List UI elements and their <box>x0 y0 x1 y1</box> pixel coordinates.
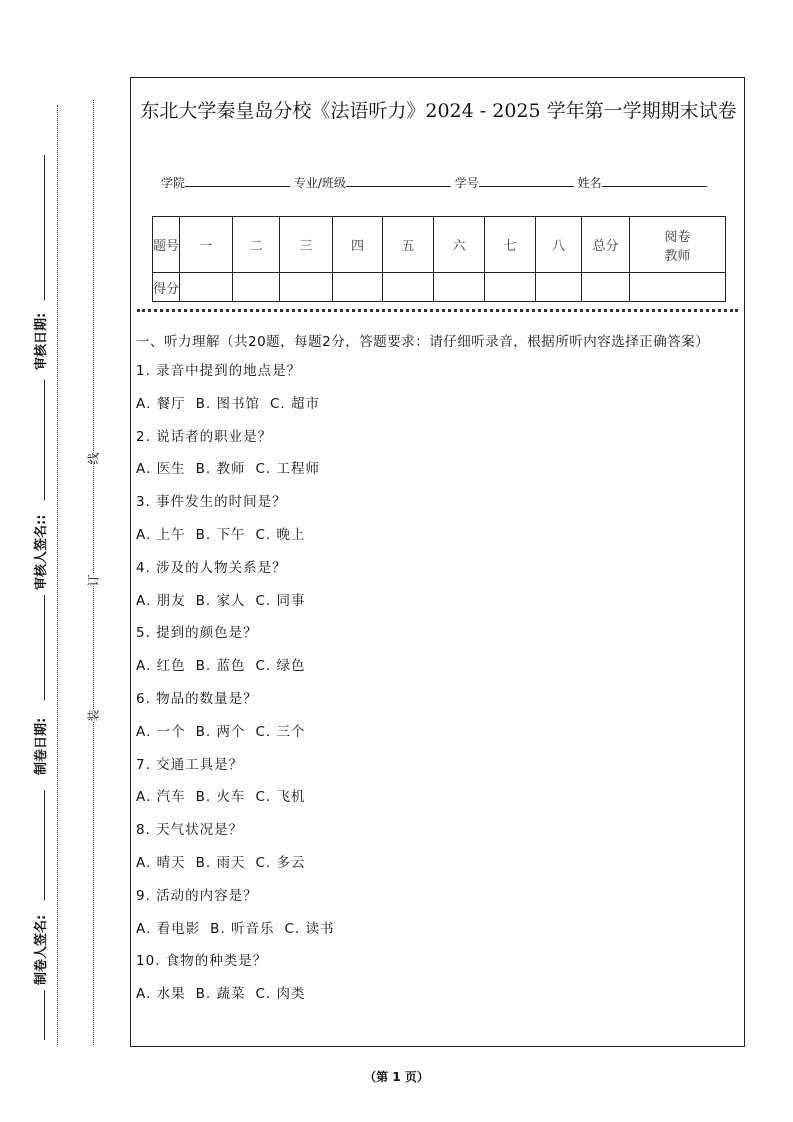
question-6-options <box>136 722 741 755</box>
score-cell-grader[interactable] <box>630 273 726 302</box>
college-field[interactable] <box>185 174 290 187</box>
binding-dotted-line <box>93 100 94 1045</box>
row-label-score: 得分 <box>153 273 180 302</box>
question-7-options <box>136 787 741 820</box>
answer-option[interactable]: B. 蔬菜 <box>195 986 246 1003</box>
answer-option[interactable]: A. 餐厅 <box>136 395 186 412</box>
question-4-options <box>136 591 741 624</box>
score-cell[interactable] <box>536 273 582 302</box>
college-label: 学院 <box>161 176 186 190</box>
score-cell[interactable] <box>280 273 333 302</box>
answer-option[interactable]: A. 看电影 <box>136 920 201 937</box>
review-date-label: 审核日期: <box>34 312 49 370</box>
answer-option[interactable]: C. 肉类 <box>255 986 306 1003</box>
header-cell: 三 <box>280 217 333 273</box>
answer-option[interactable]: B. 火车 <box>195 789 246 806</box>
answer-option[interactable]: B. 下午 <box>195 526 246 543</box>
question-8: 8. 天气状况是？ <box>136 822 244 839</box>
answer-option[interactable]: C. 晚上 <box>255 526 306 543</box>
answer-option[interactable]: C. 飞机 <box>255 789 306 806</box>
header-cell: 四 <box>333 217 383 273</box>
student-info-row <box>161 174 707 191</box>
question-9: 9. 活动的内容是？ <box>136 887 258 904</box>
answer-option[interactable]: A. 上午 <box>136 526 186 543</box>
score-cell[interactable] <box>485 273 536 302</box>
question-4: 4. 涉及的人物关系是？ <box>136 559 287 576</box>
answer-option[interactable]: B. 听音乐 <box>210 920 275 937</box>
question-3-options <box>136 525 741 558</box>
row-label-question-number: 题号 <box>153 217 180 273</box>
signature-line <box>44 380 45 500</box>
compiler-signature-label: 制卷人签名: <box>34 914 49 985</box>
answer-option[interactable]: C. 工程师 <box>255 461 320 478</box>
answer-option[interactable]: B. 雨天 <box>195 854 246 871</box>
header-cell: 七 <box>485 217 536 273</box>
header-cell: 五 <box>383 217 434 273</box>
section-separator <box>137 309 738 312</box>
header-cell-total: 总分 <box>582 217 630 273</box>
section-listening <box>136 331 741 1017</box>
question-1-options <box>136 394 741 427</box>
answer-option[interactable]: B. 蓝色 <box>195 658 246 675</box>
score-cell[interactable] <box>434 273 485 302</box>
name-label: 姓名 <box>577 176 602 190</box>
student-id-label: 学号 <box>454 176 479 190</box>
section-heading: 一、听力理解（共20题，每题2分，答题要求：请仔细听录音，根据所听内容选择正确答案） <box>136 334 710 350</box>
header-cell: 八 <box>536 217 582 273</box>
header-cell: 六 <box>434 217 485 273</box>
question-1: 1. 录音中提到的地点是？ <box>136 363 302 379</box>
binding-char-bind: 订 <box>83 574 104 586</box>
score-cell[interactable] <box>180 273 233 302</box>
answer-option[interactable]: A. 汽车 <box>136 789 186 806</box>
answer-option[interactable]: A. 红色 <box>136 658 186 675</box>
answer-option[interactable]: A. 晴天 <box>136 854 186 871</box>
score-cell[interactable] <box>233 273 280 302</box>
answer-option[interactable]: C. 超市 <box>269 395 320 412</box>
compile-date-label: 制卷日期: <box>34 717 49 775</box>
answer-option[interactable]: C. 三个 <box>255 723 306 740</box>
score-cell[interactable] <box>383 273 434 302</box>
answer-option[interactable]: A. 水果 <box>136 986 186 1003</box>
exam-frame <box>130 77 745 1047</box>
answer-option[interactable]: A. 一个 <box>136 723 186 740</box>
major-class-field[interactable] <box>346 174 451 187</box>
signature-line <box>44 790 45 900</box>
answer-option[interactable]: C. 读书 <box>284 920 335 937</box>
question-9-options <box>136 919 741 952</box>
page-number: （第 1 页） <box>364 1070 429 1084</box>
question-5-options <box>136 656 741 689</box>
answer-option[interactable]: C. 绿色 <box>255 658 306 675</box>
answer-option[interactable]: B. 图书馆 <box>195 395 260 412</box>
question-2-options <box>136 459 741 492</box>
signature-line <box>44 155 45 300</box>
score-table <box>152 216 726 302</box>
question-list <box>136 361 741 1017</box>
question-3: 3. 事件发生的时间是？ <box>136 494 287 511</box>
question-6: 6. 物品的数量是？ <box>136 690 258 707</box>
student-id-field[interactable] <box>479 174 574 187</box>
question-7: 7. 交通工具是？ <box>136 756 244 773</box>
binding-char-line: 线 <box>83 452 104 464</box>
answer-option[interactable]: B. 两个 <box>195 723 246 740</box>
answer-option[interactable]: B. 教师 <box>195 461 246 478</box>
binding-char-mount: 装 <box>83 709 104 721</box>
score-cell[interactable] <box>333 273 383 302</box>
major-class-label: 专业/班级 <box>293 176 346 190</box>
answer-option[interactable]: C. 多云 <box>255 854 306 871</box>
header-cell-grader: 阅卷教师 <box>630 217 726 273</box>
question-10: 10. 食物的种类是？ <box>136 953 268 970</box>
margin-dotted-line <box>57 105 58 1045</box>
question-10-options <box>136 984 741 1017</box>
name-field[interactable] <box>602 174 707 187</box>
answer-option[interactable]: A. 医生 <box>136 461 186 478</box>
question-5: 5. 提到的颜色是？ <box>136 625 258 642</box>
header-cell: 一 <box>180 217 233 273</box>
signature-line <box>44 990 45 1040</box>
answer-option[interactable]: B. 家人 <box>195 592 246 609</box>
signature-line <box>44 595 45 700</box>
score-cell-total[interactable] <box>582 273 630 302</box>
reviewer-signature-label: 审核人签名:: <box>34 514 49 590</box>
answer-option[interactable]: C. 同事 <box>255 592 306 609</box>
question-8-options <box>136 853 741 886</box>
header-cell: 二 <box>233 217 280 273</box>
question-2: 2. 说话者的职业是？ <box>136 428 273 445</box>
exam-title: 东北大学秦皇岛分校《法语听力》2024 - 2025 学年第一学期期末试卷 <box>140 100 737 122</box>
answer-option[interactable]: A. 朋友 <box>136 592 186 609</box>
